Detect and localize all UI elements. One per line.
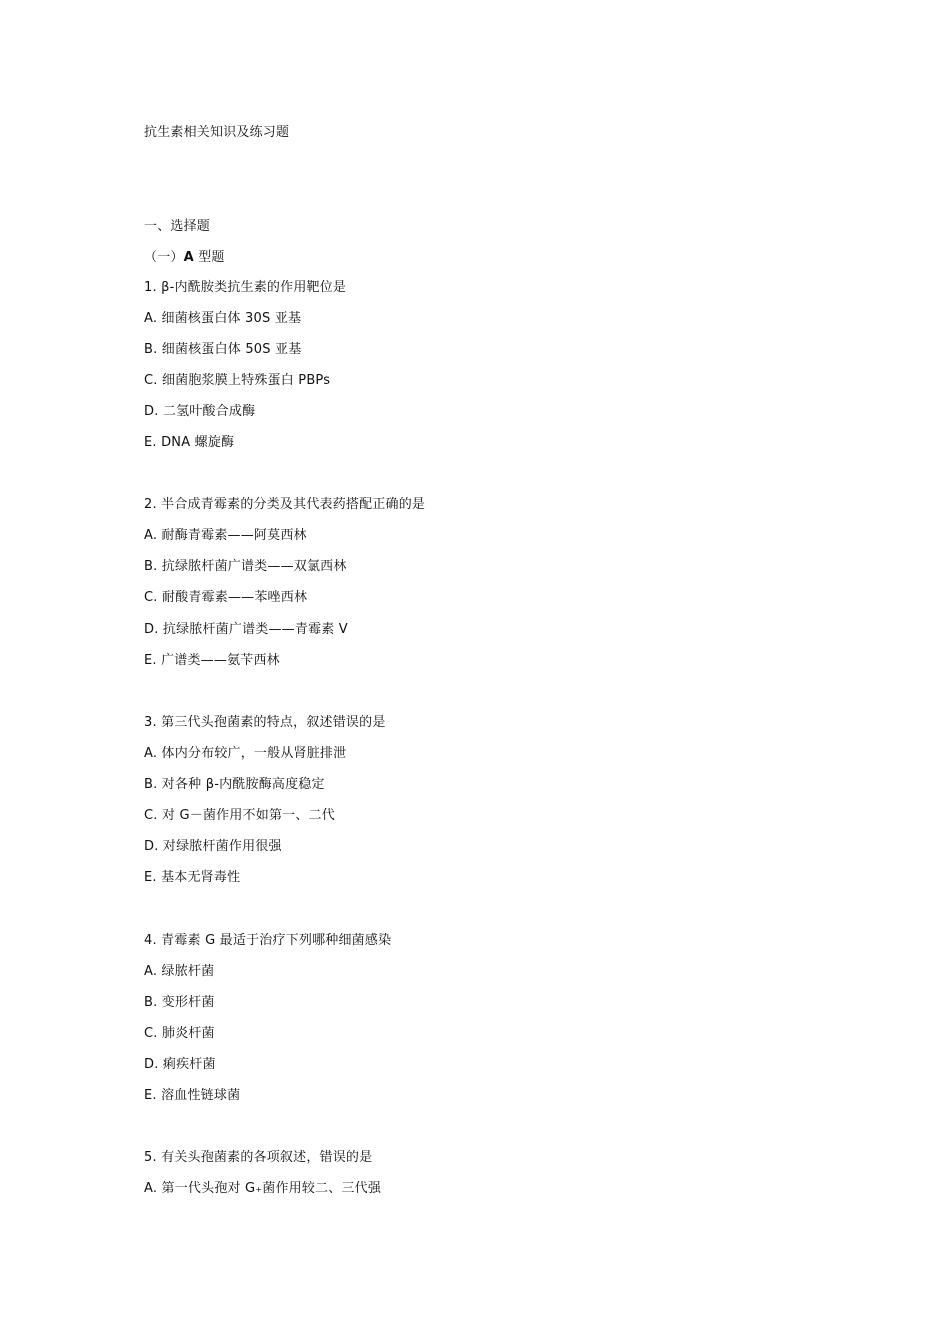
question-option: C. 对 G－菌作用不如第一、二代 (144, 808, 335, 823)
subsection-heading (144, 250, 225, 266)
subsection-type: A (183, 250, 194, 265)
question-option: E. 基本无肾毒性 (144, 870, 241, 885)
question-option: D. 抗绿脓杆菌广谱类——青霉素 V (144, 622, 348, 637)
question-option: E. 溶血性链球菌 (144, 1088, 241, 1103)
subsection-suffix: 型题 (193, 250, 225, 265)
question-option: E. 广谱类——氨苄西林 (144, 653, 280, 668)
question-option: E. DNA 螺旋酶 (144, 435, 235, 450)
question-option: B. 变形杆菌 (144, 995, 215, 1010)
question-option: C. 肺炎杆菌 (144, 1026, 215, 1041)
question-option: C. 细菌胞浆膜上特殊蛋白 PBPs (144, 373, 331, 388)
question-option: B. 对各种 β-内酰胺酶高度稳定 (144, 777, 325, 792)
question-option: A. 体内分布较广，一般从肾脏排泄 (144, 746, 347, 761)
question-option: B. 细菌核蛋白体 50S 亚基 (144, 342, 302, 357)
question-option: D. 对绿脓杆菌作用很强 (144, 839, 282, 854)
question-option (144, 1181, 381, 1198)
option-text-after: 菌作用较二、三代强 (262, 1181, 382, 1196)
question-option: A. 耐酶青霉素——阿莫西林 (144, 528, 307, 543)
question-stem: 4. 青霉素 G 最适于治疗下列哪种细菌感染 (144, 933, 392, 948)
question-option: D. 二氢叶酸合成酶 (144, 404, 256, 419)
document-title: 抗生素相关知识及练习题 (144, 125, 290, 140)
question-option: C. 耐酸青霉素——苯唑西林 (144, 590, 308, 605)
option-text-before: A. 第一代头孢对 G (144, 1181, 256, 1196)
question-stem: 1. β-内酰胺类抗生素的作用靶位是 (144, 280, 347, 295)
question-option: A. 细菌核蛋白体 30S 亚基 (144, 311, 302, 326)
section-heading: 一、选择题 (144, 219, 211, 234)
subsection-prefix: （一） (144, 250, 184, 265)
question-option: B. 抗绿脓杆菌广谱类——双氯西林 (144, 559, 347, 574)
question-option: D. 痢疾杆菌 (144, 1057, 216, 1072)
question-stem: 2. 半合成青霉素的分类及其代表药搭配正确的是 (144, 497, 426, 512)
gram-positive-sign: + (255, 1185, 263, 1194)
question-option: A. 绿脓杆菌 (144, 964, 215, 979)
question-stem: 5. 有关头孢菌素的各项叙述，错误的是 (144, 1150, 373, 1165)
question-stem: 3. 第三代头孢菌素的特点，叙述错误的是 (144, 715, 386, 730)
